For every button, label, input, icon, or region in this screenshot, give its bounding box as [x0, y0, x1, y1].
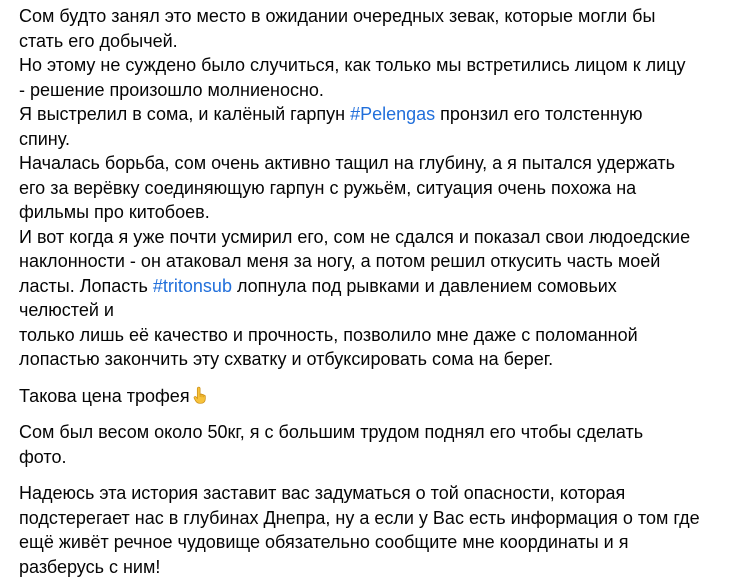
text-line: Сом будто занял это место в ожидании очередных зевак, которые могли бы: [19, 6, 656, 26]
index-pointing-up-emoji-icon: [191, 386, 209, 404]
text-line-with-hashtag: [19, 102, 724, 127]
text-line: фильмы про китобоев.: [19, 202, 210, 222]
text-line: разберусь с ним!: [19, 556, 161, 577]
text-line: лопастью закончить эту схватку и отбуксировать сома на берег.: [19, 349, 554, 369]
post-paragraph-closing: [19, 481, 724, 579]
text-line: наклонности - он атаковал меня за ногу, а потом решил откусить часть моей: [19, 251, 661, 271]
text-line: его за верёвку соединяющую гарпун с ружьём, ситуация очень похожа на: [19, 177, 637, 198]
text-line: Началась борьба, сом очень активно тащил на глубину, а я пытался удержать: [19, 153, 676, 173]
text-segment: Я выстрелил в сома, и калёный гарпун: [19, 104, 351, 124]
hashtag-pelengas-link[interactable]: #Pelengas: [350, 104, 436, 124]
text-line: спину.: [19, 128, 70, 149]
post-paragraph-story: [19, 0, 724, 372]
text-line: Но этому не суждено было случиться, как только мы встретились лицом к лицу: [19, 55, 686, 75]
text-line: фото.: [19, 446, 67, 467]
post-paragraph-trophy: [19, 384, 724, 409]
post-paragraph-weight: [19, 420, 724, 469]
hashtag-tritonsub-link[interactable]: #tritonsub: [152, 275, 232, 296]
text-line: И вот когда я уже почти усмирил его, сом не сдался и показал свои людоедские: [19, 226, 691, 247]
text-line: - решение произошло молниеносно.: [19, 79, 324, 100]
text-line: только лишь её качество и прочность, позволило мне даже с поломанной: [19, 324, 638, 345]
text-line: ещё живёт речное чудовище обязательно сообщите мне координаты и я: [19, 532, 629, 552]
text-segment: пронзил его толстенную: [435, 104, 643, 124]
text-line: стать его добычей.: [19, 30, 178, 51]
text-line: Надеюсь эта история заставит вас задуматься о той опасности, которая: [19, 483, 626, 503]
text-line: подстерегает нас в глубинах Днепра, ну а если у Вас есть информация о том где: [19, 507, 700, 528]
text-segment: ласты. Лопасть: [19, 275, 153, 296]
text-line: челюстей и: [19, 300, 114, 320]
text-line-with-hashtag: [19, 274, 724, 299]
text-segment: Такова цена трофея: [19, 385, 190, 406]
text-segment: лопнула под рывками и давлением сомовьих: [231, 275, 617, 296]
text-line: Сом был весом около 50кг, я с большим трудом поднял его чтобы сделать: [19, 422, 644, 442]
text-line: [19, 384, 724, 409]
